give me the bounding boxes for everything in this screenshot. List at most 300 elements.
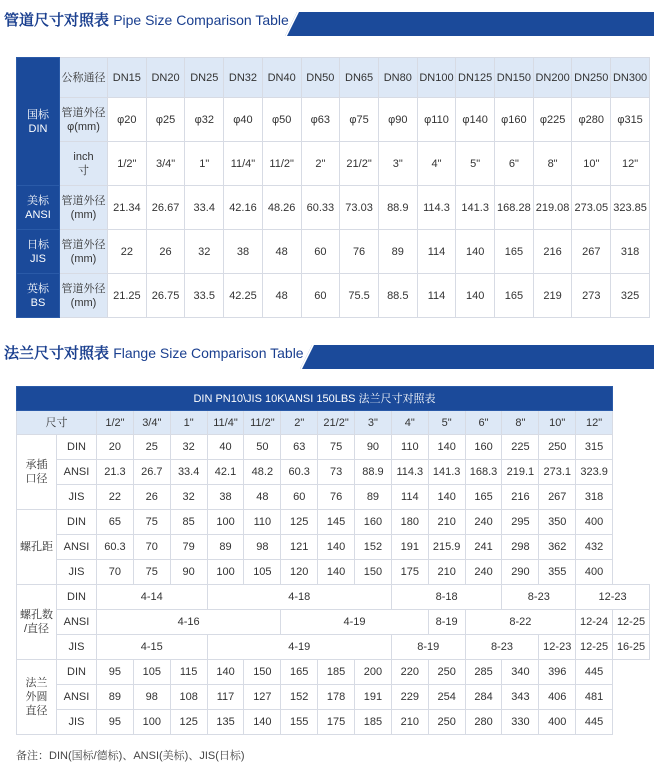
ansi-std-label: 美标 ANSI xyxy=(17,186,60,230)
bs-od-cell: 273 xyxy=(572,274,611,318)
flange-od-group-label: 法兰 外圆 直径 xyxy=(17,660,57,735)
flange-od-cell: 152 xyxy=(281,685,318,710)
size-cell: 21/2" xyxy=(318,411,355,435)
flange-od-cell: 178 xyxy=(318,685,355,710)
inch-cell: 3" xyxy=(378,142,417,186)
flange-od-cell: 155 xyxy=(281,710,318,735)
jis-od-cell: 318 xyxy=(611,230,650,274)
socket-cell: 48.2 xyxy=(244,460,281,485)
din-od-cell: φ225 xyxy=(533,98,572,142)
bolt-pitch-cell: 240 xyxy=(465,560,502,585)
jis-od-cell: 60 xyxy=(301,230,340,274)
flange-od-cell: 481 xyxy=(576,685,613,710)
flange-od-cell: 396 xyxy=(539,660,576,685)
footnote: 备注：DIN(国标/德标)、ANSI(美标)、JIS(日标) xyxy=(16,750,245,762)
bolt-pitch-cell: 140 xyxy=(318,560,355,585)
flange-od-cell: 250 xyxy=(428,710,465,735)
socket-cell: 20 xyxy=(97,435,134,460)
flange-od-cell: 135 xyxy=(207,710,244,735)
flange-od-cell: 140 xyxy=(207,660,244,685)
std-label-ansi: ANSI xyxy=(57,460,97,485)
size-cell: 4" xyxy=(391,411,428,435)
flange-od-cell: 200 xyxy=(355,660,392,685)
flange-od-cell: 191 xyxy=(355,685,392,710)
bolt-count-row-ansi xyxy=(17,610,650,635)
bs-od-cell: 165 xyxy=(495,274,534,318)
socket-cell: 114 xyxy=(391,485,428,510)
bolt-pitch-cell: 160 xyxy=(355,510,392,535)
inch-cell: 1" xyxy=(185,142,224,186)
bs-od-cell: 140 xyxy=(456,274,495,318)
bolt-pitch-cell: 298 xyxy=(502,535,539,560)
nominal-cell: DN80 xyxy=(378,58,417,98)
jis-od-cell: 76 xyxy=(340,230,379,274)
socket-cell: 73 xyxy=(318,460,355,485)
ansi-od-cell: 21.34 xyxy=(108,186,147,230)
bs-od-cell: 75.5 xyxy=(340,274,379,318)
bolt-pitch-cell: 110 xyxy=(244,510,281,535)
ansi-od-cell: 42.16 xyxy=(224,186,263,230)
size-cell: 8" xyxy=(502,411,539,435)
bolt-pitch-cell: 89 xyxy=(207,535,244,560)
flange-od-cell: 343 xyxy=(502,685,539,710)
inch-cell: 6" xyxy=(495,142,534,186)
bolt-pitch-cell: 290 xyxy=(502,560,539,585)
size-cell: 11/4" xyxy=(207,411,244,435)
socket-cell: 165 xyxy=(465,485,502,510)
bolt-count-cell: 4-18 xyxy=(207,585,391,610)
socket-cell: 216 xyxy=(502,485,539,510)
socket-cell: 141.3 xyxy=(428,460,465,485)
size-cell: 11/2" xyxy=(244,411,281,435)
bolt-count-row-jis xyxy=(17,635,650,660)
bolt-count-cell: 12-25 xyxy=(613,610,650,635)
bolt-count-cell: 12-25 xyxy=(576,635,613,660)
bolt-pitch-cell: 105 xyxy=(244,560,281,585)
bolt-pitch-cell: 100 xyxy=(207,510,244,535)
socket-cell: 88.9 xyxy=(355,460,392,485)
flange-title-cn: 法兰尺寸对照表 xyxy=(4,345,110,362)
bolt-count-cell: 8-23 xyxy=(465,635,539,660)
socket-cell: 32 xyxy=(170,435,207,460)
socket-cell: 60 xyxy=(281,485,318,510)
socket-cell: 50 xyxy=(244,435,281,460)
flange-od-cell: 165 xyxy=(281,660,318,685)
nominal-cell: DN200 xyxy=(533,58,572,98)
din-nominal-label: 公称通径 xyxy=(60,58,108,98)
flange-size-row xyxy=(17,411,650,435)
bs-od-cell: 21.25 xyxy=(108,274,147,318)
ansi-od-cell: 26.67 xyxy=(146,186,185,230)
bs-od-cell: 325 xyxy=(611,274,650,318)
nominal-cell: DN15 xyxy=(108,58,147,98)
flange-od-cell: 98 xyxy=(133,685,170,710)
jis-od-cell: 165 xyxy=(495,230,534,274)
jis-std-label: 日标 JIS xyxy=(17,230,60,274)
pipe-row-ansi xyxy=(17,186,650,230)
flange-od-cell: 400 xyxy=(539,710,576,735)
socket-cell: 22 xyxy=(97,485,134,510)
socket-cell: 75 xyxy=(318,435,355,460)
flange-od-cell: 108 xyxy=(170,685,207,710)
bs-od-label: 管道外径 (mm) xyxy=(60,274,108,318)
flange-od-cell: 254 xyxy=(428,685,465,710)
flange-od-cell: 89 xyxy=(97,685,134,710)
ansi-od-cell: 323.85 xyxy=(611,186,650,230)
socket-cell: 21.3 xyxy=(97,460,134,485)
pipe-row-inch xyxy=(17,142,650,186)
socket-cell: 38 xyxy=(207,485,244,510)
flange-od-cell: 340 xyxy=(502,660,539,685)
bs-od-cell: 219 xyxy=(533,274,572,318)
bolt-count-cell: 8-19 xyxy=(391,635,465,660)
bolt-pitch-cell: 432 xyxy=(576,535,613,560)
bs-std-label: 英标 BS xyxy=(17,274,60,318)
bs-od-cell: 60 xyxy=(301,274,340,318)
jis-od-cell: 48 xyxy=(262,230,301,274)
jis-od-cell: 267 xyxy=(572,230,611,274)
din-od-cell: φ40 xyxy=(224,98,263,142)
flange-od-cell: 140 xyxy=(244,710,281,735)
bolt-pitch-cell: 125 xyxy=(281,510,318,535)
pipe-title-bar xyxy=(285,12,654,36)
din-od-cell: φ160 xyxy=(495,98,534,142)
socket-cell: 168.3 xyxy=(465,460,502,485)
bolt-pitch-cell: 241 xyxy=(465,535,502,560)
flange-od-cell: 105 xyxy=(133,660,170,685)
inch-cell: 12" xyxy=(611,142,650,186)
flange-od-cell: 445 xyxy=(576,660,613,685)
socket-row-jis xyxy=(17,485,650,510)
bolt-count-cell: 4-19 xyxy=(281,610,428,635)
bolt-pitch-cell: 400 xyxy=(576,510,613,535)
socket-cell: 250 xyxy=(539,435,576,460)
nominal-cell: DN40 xyxy=(262,58,301,98)
size-cell: 10" xyxy=(539,411,576,435)
socket-cell: 267 xyxy=(539,485,576,510)
bolt-count-cell: 4-19 xyxy=(207,635,391,660)
std-label-jis: JIS xyxy=(57,635,97,660)
socket-cell: 110 xyxy=(391,435,428,460)
size-label: 尺寸 xyxy=(17,411,97,435)
bolt-count-cell: 16-25 xyxy=(613,635,650,660)
bolt-pitch-cell: 355 xyxy=(539,560,576,585)
jis-od-cell: 38 xyxy=(224,230,263,274)
nominal-cell: DN150 xyxy=(495,58,534,98)
pipe-row-bs xyxy=(17,274,650,318)
std-label-jis: JIS xyxy=(57,560,97,585)
flange-od-cell: 150 xyxy=(244,660,281,685)
flange-od-cell: 125 xyxy=(170,710,207,735)
bs-od-cell: 114 xyxy=(417,274,456,318)
flange-od-cell: 250 xyxy=(428,660,465,685)
jis-od-cell: 32 xyxy=(185,230,224,274)
din-od-cell: φ75 xyxy=(340,98,379,142)
size-cell: 6" xyxy=(465,411,502,435)
inch-cell: 3/4" xyxy=(146,142,185,186)
nominal-cell: DN300 xyxy=(611,58,650,98)
bolt-pitch-cell: 175 xyxy=(391,560,428,585)
flange-section-title xyxy=(4,341,304,366)
bs-od-cell: 48 xyxy=(262,274,301,318)
bolt-pitch-cell: 60.3 xyxy=(97,535,134,560)
inch-cell: 1/2" xyxy=(108,142,147,186)
flange-od-cell: 210 xyxy=(391,710,428,735)
size-cell: 3" xyxy=(355,411,392,435)
flange-od-row-jis xyxy=(17,710,650,735)
socket-cell: 114.3 xyxy=(391,460,428,485)
din-std-label: 国标 DIN xyxy=(17,58,60,186)
inch-label: inch 寸 xyxy=(60,142,108,186)
flange-od-cell: 220 xyxy=(391,660,428,685)
bolt-pitch-cell: 121 xyxy=(281,535,318,560)
inch-cell: 4" xyxy=(417,142,456,186)
pipe-section-title xyxy=(4,8,289,33)
size-cell: 5" xyxy=(428,411,465,435)
size-cell: 2" xyxy=(281,411,318,435)
flange-od-cell: 406 xyxy=(539,685,576,710)
bolt-count-cell: 8-23 xyxy=(502,585,576,610)
flange-od-cell: 229 xyxy=(391,685,428,710)
socket-cell: 323.9 xyxy=(576,460,613,485)
bolt-pitch-cell: 75 xyxy=(133,560,170,585)
flange-od-cell: 95 xyxy=(97,710,134,735)
bolt-count-cell: 4-15 xyxy=(97,635,208,660)
bolt-pitch-row-ansi xyxy=(17,535,650,560)
jis-od-cell: 26 xyxy=(146,230,185,274)
bs-od-cell: 88.5 xyxy=(378,274,417,318)
din-od-cell: φ25 xyxy=(146,98,185,142)
pipe-row-nominal xyxy=(17,58,650,98)
inch-cell: 11/2" xyxy=(262,142,301,186)
bolt-pitch-cell: 362 xyxy=(539,535,576,560)
din-od-cell: φ315 xyxy=(611,98,650,142)
pipe-title-cn: 管道尺寸对照表 xyxy=(4,12,110,29)
bolt-count-cell: 8-18 xyxy=(391,585,502,610)
socket-cell: 219.1 xyxy=(502,460,539,485)
socket-cell: 42.1 xyxy=(207,460,244,485)
din-od-cell: φ20 xyxy=(108,98,147,142)
bs-od-cell: 26.75 xyxy=(146,274,185,318)
socket-cell: 160 xyxy=(465,435,502,460)
flange-od-cell: 175 xyxy=(318,710,355,735)
bs-od-cell: 42.25 xyxy=(224,274,263,318)
flange-od-cell: 185 xyxy=(318,660,355,685)
flange-od-cell: 117 xyxy=(207,685,244,710)
size-cell: 12" xyxy=(576,411,613,435)
std-label-din: DIN xyxy=(57,435,97,460)
flange-size-table xyxy=(16,386,650,735)
bolt-count-cell: 4-16 xyxy=(97,610,281,635)
socket-row-din xyxy=(17,435,650,460)
flange-od-cell: 330 xyxy=(502,710,539,735)
bolt-pitch-cell: 70 xyxy=(133,535,170,560)
pipe-size-table xyxy=(16,57,650,318)
flange-od-cell: 285 xyxy=(465,660,502,685)
ansi-od-cell: 73.03 xyxy=(340,186,379,230)
flange-caption-row xyxy=(17,387,650,411)
size-cell: 1" xyxy=(170,411,207,435)
flange-od-row-din xyxy=(17,660,650,685)
bolt-pitch-row-din xyxy=(17,510,650,535)
pipe-row-jis xyxy=(17,230,650,274)
socket-cell: 318 xyxy=(576,485,613,510)
flange-od-cell: 280 xyxy=(465,710,502,735)
socket-cell: 315 xyxy=(576,435,613,460)
size-cell: 3/4" xyxy=(133,411,170,435)
nominal-cell: DN65 xyxy=(340,58,379,98)
din-od-cell: φ280 xyxy=(572,98,611,142)
bolt-pitch-cell: 120 xyxy=(281,560,318,585)
din-od-cell: φ63 xyxy=(301,98,340,142)
ansi-od-cell: 48.26 xyxy=(262,186,301,230)
jis-od-label: 管道外径 (mm) xyxy=(60,230,108,274)
bolt-pitch-cell: 150 xyxy=(355,560,392,585)
std-label-din: DIN xyxy=(57,585,97,610)
bolt-pitch-group-label: 螺孔距 xyxy=(17,510,57,585)
bolt-pitch-cell: 145 xyxy=(318,510,355,535)
ansi-od-label: 管道外径 (mm) xyxy=(60,186,108,230)
bolt-pitch-cell: 152 xyxy=(355,535,392,560)
bolt-pitch-cell: 79 xyxy=(170,535,207,560)
bolt-pitch-cell: 350 xyxy=(539,510,576,535)
bolt-pitch-cell: 240 xyxy=(465,510,502,535)
bolt-pitch-cell: 180 xyxy=(391,510,428,535)
size-cell: 1/2" xyxy=(97,411,134,435)
socket-cell: 90 xyxy=(355,435,392,460)
flange-od-cell: 445 xyxy=(576,710,613,735)
socket-cell: 140 xyxy=(428,485,465,510)
std-label-ansi: ANSI xyxy=(57,535,97,560)
jis-od-cell: 216 xyxy=(533,230,572,274)
ansi-od-cell: 168.28 xyxy=(495,186,534,230)
nominal-cell: DN25 xyxy=(185,58,224,98)
flange-od-cell: 115 xyxy=(170,660,207,685)
flange-section-header xyxy=(0,341,662,371)
ansi-od-cell: 60.33 xyxy=(301,186,340,230)
bolt-pitch-cell: 70 xyxy=(97,560,134,585)
bolt-pitch-cell: 98 xyxy=(244,535,281,560)
flange-title-en: Flange Size Comparison Table xyxy=(113,345,304,361)
socket-row-ansi xyxy=(17,460,650,485)
din-od-cell: φ110 xyxy=(417,98,456,142)
bolt-pitch-row-jis xyxy=(17,560,650,585)
std-label-ansi: ANSI xyxy=(57,610,97,635)
jis-od-cell: 22 xyxy=(108,230,147,274)
socket-cell: 40 xyxy=(207,435,244,460)
socket-cell: 26.7 xyxy=(133,460,170,485)
inch-cell: 11/4" xyxy=(224,142,263,186)
bolt-count-cell: 8-22 xyxy=(465,610,576,635)
inch-cell: 8" xyxy=(533,142,572,186)
nominal-cell: DN32 xyxy=(224,58,263,98)
socket-cell: 225 xyxy=(502,435,539,460)
bs-od-cell: 33.5 xyxy=(185,274,224,318)
nominal-cell: DN250 xyxy=(572,58,611,98)
std-label-jis: JIS xyxy=(57,710,97,735)
ansi-od-cell: 114.3 xyxy=(417,186,456,230)
din-od-label: 管道外径 φ(mm) xyxy=(60,98,108,142)
socket-cell: 63 xyxy=(281,435,318,460)
inch-cell: 2" xyxy=(301,142,340,186)
flange-od-cell: 127 xyxy=(244,685,281,710)
socket-cell: 32 xyxy=(170,485,207,510)
din-od-cell: φ90 xyxy=(378,98,417,142)
pipe-row-din-od xyxy=(17,98,650,142)
socket-cell: 140 xyxy=(428,435,465,460)
bolt-pitch-cell: 400 xyxy=(576,560,613,585)
ansi-od-cell: 33.4 xyxy=(185,186,224,230)
ansi-od-cell: 88.9 xyxy=(378,186,417,230)
flange-title-bar xyxy=(300,345,654,369)
bolt-count-row-din xyxy=(17,585,650,610)
din-od-cell: φ32 xyxy=(185,98,224,142)
bolt-pitch-cell: 295 xyxy=(502,510,539,535)
socket-cell: 60.3 xyxy=(281,460,318,485)
bolt-pitch-cell: 210 xyxy=(428,560,465,585)
bolt-pitch-cell: 90 xyxy=(170,560,207,585)
std-label-din: DIN xyxy=(57,510,97,535)
nominal-cell: DN100 xyxy=(417,58,456,98)
bolt-pitch-cell: 65 xyxy=(97,510,134,535)
socket-cell: 48 xyxy=(244,485,281,510)
ansi-od-cell: 219.08 xyxy=(533,186,572,230)
socket-cell: 26 xyxy=(133,485,170,510)
bolt-count-cell: 4-14 xyxy=(97,585,208,610)
bolt-count-cell: 12-23 xyxy=(576,585,650,610)
pipe-title-en: Pipe Size Comparison Table xyxy=(113,12,289,28)
inch-cell: 5" xyxy=(456,142,495,186)
bolt-count-cell: 8-19 xyxy=(428,610,465,635)
flange-od-cell: 185 xyxy=(355,710,392,735)
flange-od-cell: 284 xyxy=(465,685,502,710)
bolt-pitch-cell: 100 xyxy=(207,560,244,585)
socket-cell: 89 xyxy=(355,485,392,510)
jis-od-cell: 140 xyxy=(456,230,495,274)
din-od-cell: φ140 xyxy=(456,98,495,142)
din-od-cell: φ50 xyxy=(262,98,301,142)
inch-cell: 10" xyxy=(572,142,611,186)
nominal-cell: DN50 xyxy=(301,58,340,98)
socket-cell: 33.4 xyxy=(170,460,207,485)
socket-group-label: 承插 口径 xyxy=(17,435,57,510)
flange-od-cell: 95 xyxy=(97,660,134,685)
pipe-section-header xyxy=(0,8,662,38)
std-label-jis: JIS xyxy=(57,485,97,510)
socket-cell: 25 xyxy=(133,435,170,460)
nominal-cell: DN20 xyxy=(146,58,185,98)
jis-od-cell: 114 xyxy=(417,230,456,274)
bolt-pitch-cell: 140 xyxy=(318,535,355,560)
ansi-od-cell: 273.05 xyxy=(572,186,611,230)
bolt-count-cell: 12-23 xyxy=(539,635,576,660)
ansi-od-cell: 141.3 xyxy=(456,186,495,230)
nominal-cell: DN125 xyxy=(456,58,495,98)
std-label-ansi: ANSI xyxy=(57,685,97,710)
bolt-pitch-cell: 210 xyxy=(428,510,465,535)
std-label-din: DIN xyxy=(57,660,97,685)
flange-od-cell: 100 xyxy=(133,710,170,735)
flange-table-caption: DIN PN10\JIS 10K\ANSI 150LBS 法兰尺寸对照表 xyxy=(17,387,613,411)
socket-cell: 273.1 xyxy=(539,460,576,485)
bolt-pitch-cell: 215.9 xyxy=(428,535,465,560)
bolt-count-group-label: 螺孔数 /直径 xyxy=(17,585,57,660)
bolt-pitch-cell: 85 xyxy=(170,510,207,535)
bolt-pitch-cell: 191 xyxy=(391,535,428,560)
bolt-count-cell: 12-24 xyxy=(576,610,613,635)
flange-od-row-ansi xyxy=(17,685,650,710)
socket-cell: 76 xyxy=(318,485,355,510)
